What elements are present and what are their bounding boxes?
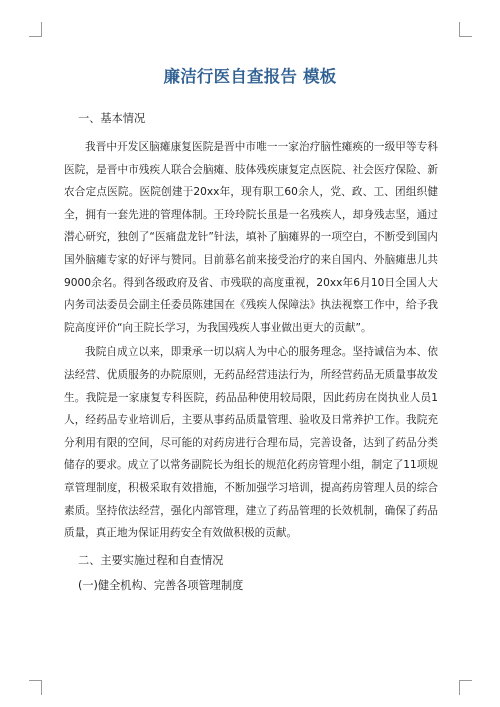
subsection-heading-institutions: (一)健全机构、完善各项管理制度 [78,578,244,592]
paragraph-pharmacy-management: 我院自成立以来，即秉承一切以病人为中心的服务理念。坚持诚信为本、依法经营、优质服务的办院原则，无药品经营违法行为，所经营药品无质量事故发生。我院是一家康复专科医院，药品品种使用较局限，因此药房在岗执业人员1人，经药品专业培训后，主要从事药品质量管理、验收及日常养护工作。我院充分利用有限的空间，尽可能的对药房进行合理布局，完善设备，达到了药品分类储存的要求。成立了以常务副院长为组长的规范化药房管理小组，制定了11项规章管理制度，积极采取有效措施，不断加强学习培训，提高药房管理人员的综合素质。坚持依法经营，强化内部管理，建立了药品管理的长效机制，确保了药品质量，真正地为保证用药安全有效做积极的贡献。 [64,346,438,540]
document-body [64,111,438,603]
section-heading-basic-info: 一、基本情况 [78,112,146,125]
paragraph-hospital-overview: 我晋中开发区脑瘫康复医院是晋中市唯一一家治疗脑性瘫痪的一级甲等专科医院，是晋中市残疾人联合会脑瘫、肢体残疾康复定点医院、社会医疗保险、新农合定点医院。医院创建于20xx年，现有职工60余人，党、政、工、团组织健全，拥有一套先进的管理体制。王玲玲院长虽是一名残疾人，却身残志坚，通过潜心研究，独创了“医痛盘龙针”针法，填补了脑瘫界的一项空白，不断受到国内国外脑瘫专家的好评与赞同。目前慕名前来接受治疗的来自国内、外脑瘫患儿共9000余名。得到各级政府及省、市残联的高度重视，20xx年6月10日全国人大内务司法委员会副主任委员陈建国在《残疾人保障法》执法视察工作中，给予我院高度评价“向王院长学习，为我国残疾人事业做出更大的贡献”。 [64,141,438,334]
crop-mark-top-left [29,22,42,37]
crop-mark-bottom-right [459,680,472,695]
document-title: 廉洁行医自查报告 模板 [163,67,337,86]
section-heading-implementation: 二、主要实施过程和自查情况 [78,553,224,567]
crop-mark-bottom-left [29,680,42,695]
crop-mark-top-right [459,22,472,37]
